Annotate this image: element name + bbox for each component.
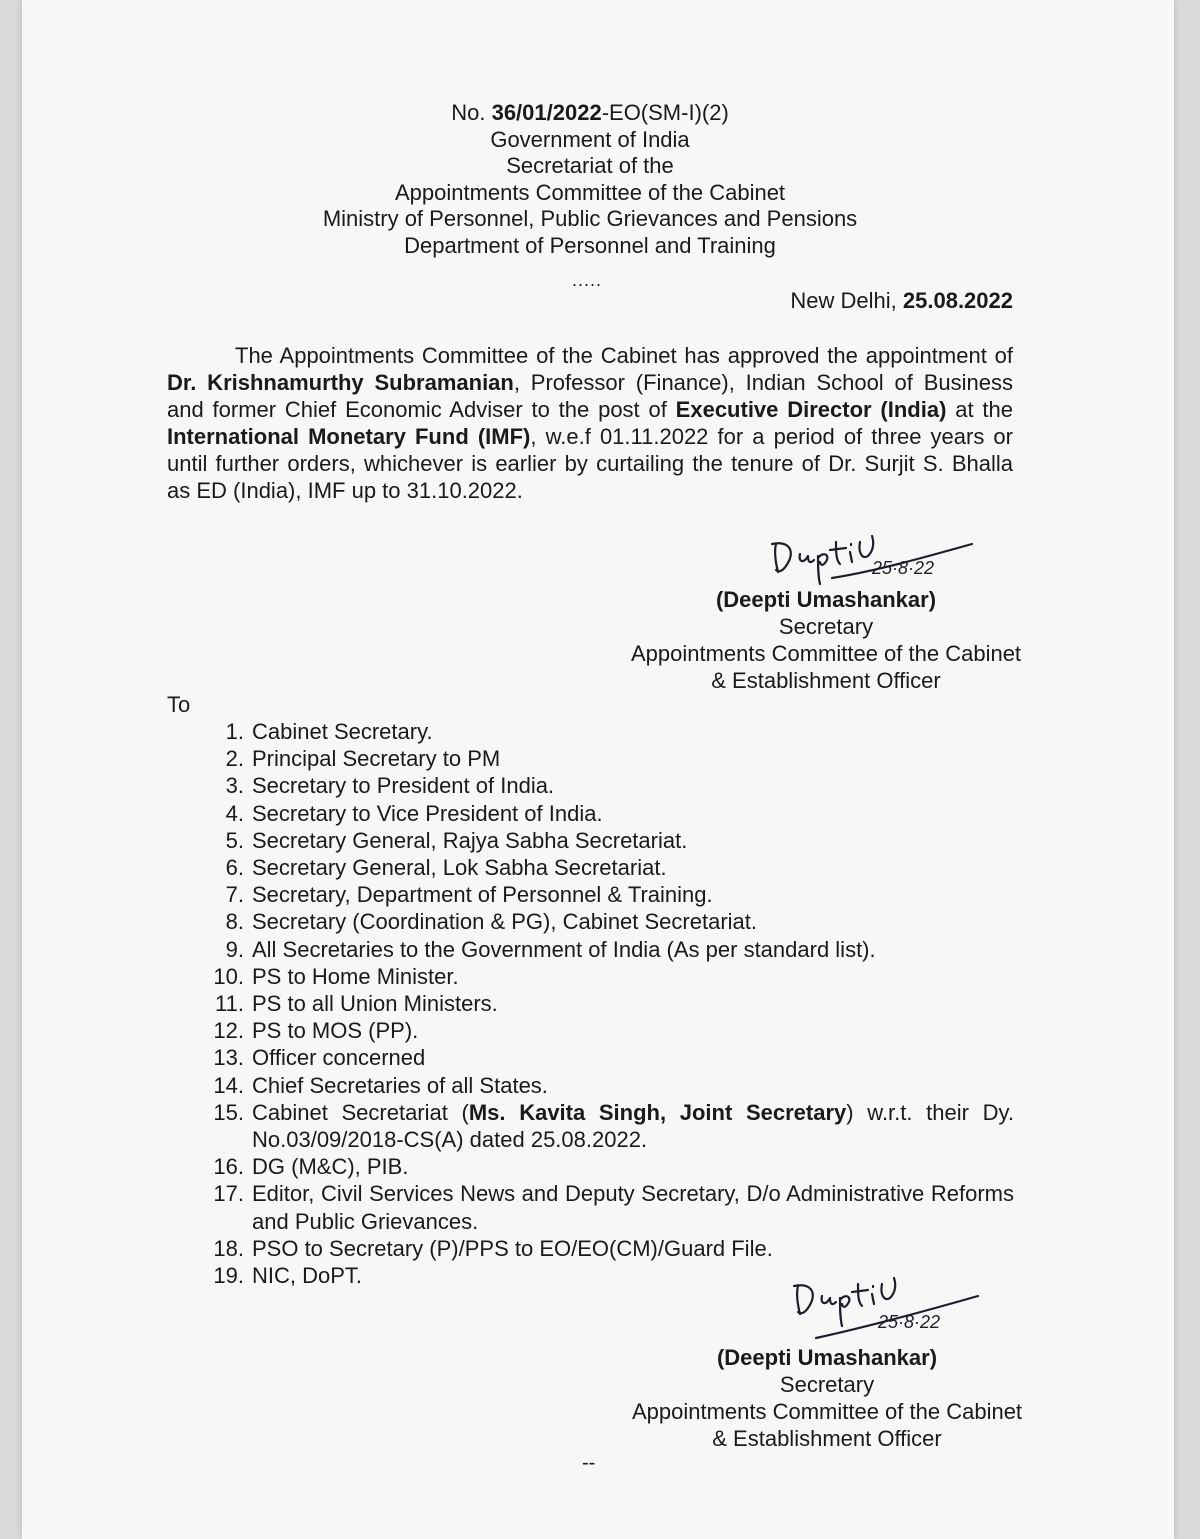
list-item-text: Secretary General, Lok Sabha Secretariat. bbox=[252, 855, 667, 881]
list-item-text: PS to Home Minister. bbox=[252, 963, 459, 989]
list-item-number: 15. bbox=[213, 1099, 244, 1125]
list-item-number: 5. bbox=[225, 827, 244, 853]
list-item-text: Secretary (Coordination & PG), Cabinet Secretariat. bbox=[252, 909, 758, 935]
footer-dash: -- bbox=[582, 1452, 596, 1474]
header-line-department: Department of Personnel and Training bbox=[404, 232, 776, 258]
list-item-number: 18. bbox=[213, 1235, 244, 1261]
header-line-ministry: Ministry of Personnel, Public Grievances and Pensions bbox=[322, 206, 858, 231]
list-item bbox=[192, 1099, 1014, 1153]
list-item-number: 6. bbox=[225, 855, 244, 881]
list-item-text: Cabinet Secretary. bbox=[252, 719, 433, 744]
list-item bbox=[192, 745, 1014, 772]
signatory-name: (Deepti Umashankar) bbox=[715, 587, 937, 612]
list-item bbox=[192, 800, 1014, 827]
list-item bbox=[192, 963, 1014, 990]
list-item-text: Principal Secretary to PM bbox=[252, 746, 501, 772]
svg-text:25·8·22: 25·8·22 bbox=[872, 558, 935, 578]
list-item-number: 1. bbox=[225, 719, 244, 744]
header-separator: ..... bbox=[572, 270, 603, 290]
header-line-secretariat: Secretariat of the bbox=[506, 153, 674, 178]
signatory-title-2: Secretary bbox=[779, 1372, 875, 1397]
list-item-number: 11. bbox=[215, 991, 244, 1017]
list-item bbox=[192, 1072, 1014, 1099]
to-label: To bbox=[167, 692, 191, 717]
list-item bbox=[192, 881, 1014, 908]
list-item-number: 16. bbox=[213, 1154, 244, 1180]
list-item bbox=[192, 990, 1014, 1017]
recipients-list bbox=[192, 718, 1014, 1289]
list-item-number: 12. bbox=[213, 1018, 244, 1044]
signatory-title: Secretary bbox=[778, 614, 874, 639]
list-item-text: Secretary General, Rajya Sabha Secretariat. bbox=[252, 827, 688, 853]
list-item-text: Cabinet Secretariat (Ms. Kavita Singh, Joint Secretary) w.r.t. their Dy. No.03/09/2018-CS(A) dated 25.08.2022. bbox=[252, 1099, 1014, 1153]
letter-body: The Appointments Committee of the Cabinet has approved the appointment of Dr. Krishnamurthy Subramanian, Professor (Finance), Indian School of Business and former Chief Economic Adviser to the post of Executive Director (India) at the International Monetary Fund (IMF), w.e.f 01.11.2022 for a period of three years or until further orders, whichever is earlier by curtailing the tenure of Dr. Surjit S. Bhalla as ED (India), IMF up to 31.10.2022. bbox=[167, 343, 1013, 503]
list-item-number: 13. bbox=[213, 1045, 244, 1071]
list-item bbox=[192, 1180, 1014, 1234]
signatory-role: & Establishment Officer bbox=[711, 668, 941, 693]
list-item bbox=[192, 1017, 1014, 1044]
list-item-number: 19. bbox=[213, 1263, 244, 1289]
svg-text:25·8·22: 25·8·22 bbox=[878, 1312, 941, 1332]
list-item-text: Chief Secretaries of all States. bbox=[252, 1072, 548, 1098]
list-item bbox=[192, 772, 1014, 799]
list-item-text: PS to MOS (PP). bbox=[252, 1018, 419, 1044]
handwritten-signature bbox=[762, 522, 992, 592]
list-item-number: 4. bbox=[225, 800, 244, 826]
list-item bbox=[192, 854, 1014, 881]
signatory-department-2: Appointments Committee of the Cabinet bbox=[631, 1399, 1023, 1424]
letter-date: New Delhi, 25.08.2022 bbox=[790, 288, 1013, 313]
letter-header bbox=[0, 100, 1180, 259]
signature-block bbox=[611, 586, 1041, 694]
list-item-text: PSO to Secretary (P)/PPS to EO/EO(CM)/Guard File. bbox=[252, 1235, 773, 1261]
list-item bbox=[192, 827, 1014, 854]
signatory-department: Appointments Committee of the Cabinet bbox=[630, 641, 1022, 666]
list-item bbox=[192, 718, 1014, 745]
list-item-text: Editor, Civil Services News and Deputy Secretary, D/o Administrative Reforms and Public Grievances. bbox=[252, 1181, 1014, 1234]
list-item-text: PS to all Union Ministers. bbox=[252, 991, 498, 1017]
header-line-government: Government of India bbox=[490, 126, 690, 152]
list-item-text: Secretary, Department of Personnel & Training. bbox=[252, 882, 713, 908]
list-item-text: DG (M&C), PIB. bbox=[252, 1154, 409, 1180]
list-item bbox=[192, 1153, 1014, 1180]
list-item-number: 9. bbox=[225, 936, 244, 962]
signature-block-2 bbox=[612, 1344, 1042, 1452]
list-item-number: 14. bbox=[213, 1072, 244, 1098]
list-item-number: 2. bbox=[225, 746, 244, 772]
list-item-text: All Secretaries to the Government of India (As per standard list). bbox=[252, 936, 876, 962]
list-item-text: NIC, DoPT. bbox=[252, 1263, 363, 1289]
list-item-number: 17. bbox=[213, 1181, 244, 1207]
signatory-name-2: (Deepti Umashankar) bbox=[716, 1345, 938, 1370]
signatory-role-2: & Establishment Officer bbox=[712, 1426, 942, 1451]
list-item bbox=[192, 936, 1014, 963]
handwritten-signature-2 bbox=[782, 1262, 992, 1342]
list-item bbox=[192, 1044, 1014, 1071]
list-item bbox=[192, 908, 1014, 935]
list-item-text: Secretary to Vice President of India. bbox=[252, 800, 603, 826]
list-item-number: 3. bbox=[225, 773, 244, 799]
list-item-text: Secretary to President of India. bbox=[252, 773, 555, 799]
list-item-number: 10. bbox=[213, 963, 244, 989]
list-item-text: Officer concerned bbox=[252, 1045, 426, 1071]
list-item-number: 7. bbox=[225, 882, 244, 908]
file-number: No. 36/01/2022-EO(SM-I)(2) bbox=[451, 100, 729, 125]
header-line-committee: Appointments Committee of the Cabinet bbox=[394, 179, 786, 205]
list-item bbox=[192, 1235, 1014, 1262]
list-item-number: 8. bbox=[225, 909, 244, 935]
